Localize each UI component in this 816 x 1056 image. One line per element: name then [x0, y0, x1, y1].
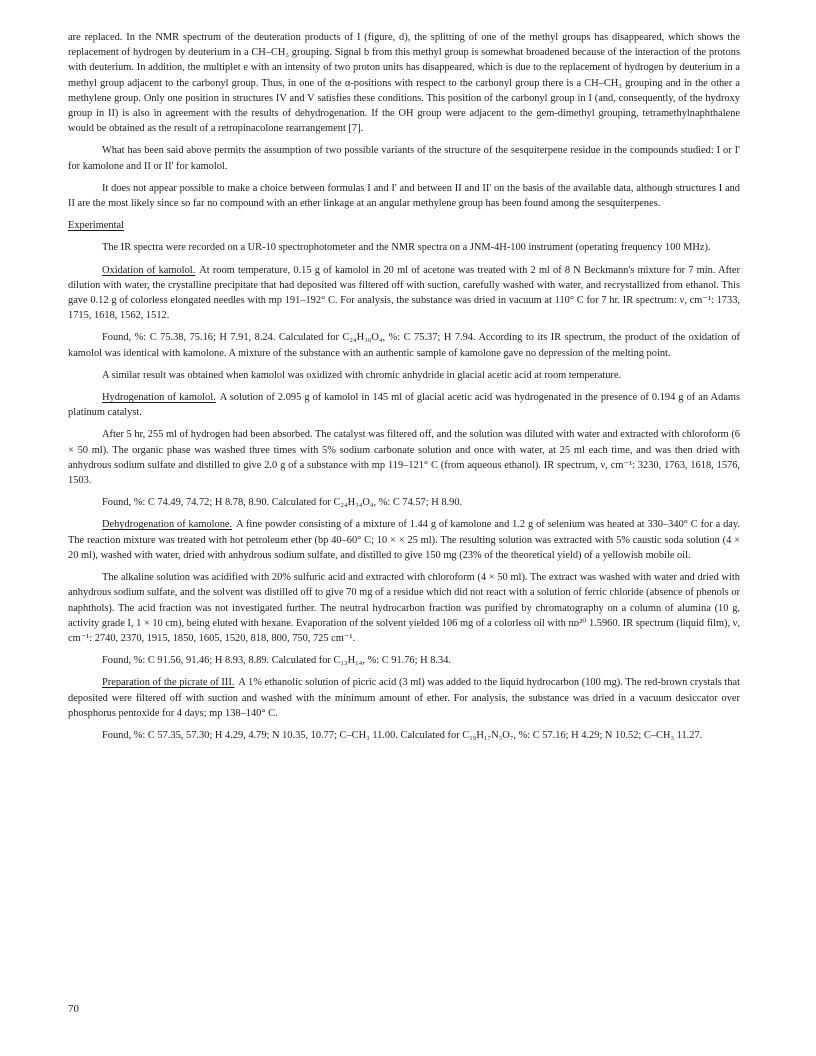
paragraph-instruments: The IR spectra were recorded on a UR-10 spectrophotometer and the NMR spectra on a JNM-4H-100 instrument (operating frequency 100 MHz). [102, 242, 711, 254]
picrate-text: A 1% ethanolic solution of picric acid (3 ml) was added to the liquid hydrocarbon (100 mg). The red-brown crystals that deposited were filtered off with suction and washed with the minimum amount of ether. For analysis, the substance was dried in a vacuum desiccator over phosphorus pentoxide for 4 days; mp 138–140° C. [68, 677, 740, 719]
paragraph-hydrogenation-workup: After 5 hr, 255 ml of hydrogen had been absorbed. The catalyst was filtered off, and the solution was diluted with water and extracted with chloroform (6 × 50 ml). The organic phase was washed three times with 5% sodium carbonate solution and once with water, at 25 ml each time, and was then dried with anhydrous sodium sulfate and distilled to give 2.0 g of a substance with mp 119–121° C (from aqueous ethanol). IR spectrum, ν, cm⁻¹: 3230, 1763, 1618, 1576, 1503. [68, 429, 740, 487]
section-heading-experimental [68, 218, 740, 233]
paragraph-dehydrogenation-analysis: Found, %: C 91.56, 91.46; H 8.93, 8.89. Calculated for C₁₃H₁₄, %: C 91.76; H 8.34. [102, 655, 451, 667]
subsection-title-hydrogenation: Hydrogenation of kamolol. [102, 392, 216, 404]
paragraph-oxidation-analysis: Found, %: C 75.38, 75.16; H 7.91, 8.24. Calculated for C₂₄H₃₀O₄, %: C 75.37; H 7.94. According to its IR spectrum, the product of the oxidation of kamolol was identical with kamolone. A mixture of the substance with an authentic sample of kamolone gave no depression of the melting point. [68, 332, 740, 359]
paragraph-formula-choice: It does not appear possible to make a choice between formulas I and I' and between II and II' on the basis of the available data, although structures I and II are the most likely since so far no compound with an ether linkage at an angular methylene group has been found among the sesquiterpenes. [68, 182, 740, 210]
paragraph-oxidation [68, 263, 740, 324]
paragraph-dehydrogenation [68, 517, 740, 563]
paragraph-alkaline-solution: The alkaline solution was acidified with 20% sulfuric acid and extracted with chloroform (4 × 50 ml). The extract was washed with water and dried with anhydrous sodium sulfate, and the solvent was distilled off to give 70 mg of a residue which did not react with a solution of ferric chloride (absence of phenols or naphthols). The acid fraction was not investigated further. The neutral hydrocarbon fraction was purified by chromatography on a column of alumina (10 g, activity grade I, 1 × 10 cm), being eluted with hexane. Evaporation of the solvent yielded 106 mg of a colorless oil with nᴅ²⁰ 1.5960. IR spectrum (liquid film), ν, cm⁻¹: 2740, 2370, 1915, 1850, 1605, 1520, 818, 800, 750, 725 cm⁻¹. [68, 572, 740, 644]
subsection-title-picrate: Preparation of the picrate of III. [102, 677, 235, 689]
experimental-heading-text: Experimental [68, 220, 124, 232]
document-body [68, 30, 740, 750]
paragraph-chromic-anhydride: A similar result was obtained when kamolol was oxidized with chromic anhydride in glacial acetic acid at room temperature. [102, 369, 622, 381]
paragraph-structure-variants: What has been said above permits the assumption of two possible variants of the structure of the sesquiterpene residue in the compounds studied: I or I' for kamolone and II or II' for kamolol. [68, 145, 740, 172]
paragraph-hydrogenation [68, 390, 740, 420]
paragraph-picrate-analysis: Found, %: C 57.35, 57.30; H 4.29, 4.79; N 10.35, 10.77; C–CH₃ 11.00. Calculated for C₁₉H₁₇N₃O₇, %: C 57.16; H 4.29; N 10.52; C–CH₃ 11.27. [102, 729, 703, 741]
subsection-title-oxidation: Oxidation of kamolol. [102, 264, 196, 276]
dehydrogenation-text: A fine powder consisting of a mixture of 1.44 g of kamolone and 1.2 g of selenium was heated at 330–340° C for a day. The reaction mixture was treated with hot petroleum ether (bp 40–60° C; 10 × × 25 ml). The resulting solution was extracted with 5% caustic soda solution (4 × 20 ml), washed with water, dried with anhydrous sodium sulfate, and distilled to give 150 mg (23% of the theoretical yield) of a yellowish mobile oil. [68, 519, 741, 561]
subsection-title-dehydrogenation: Dehydrogenation of kamolone. [102, 519, 233, 531]
hydrogenation-text: A solution of 2.095 g of kamolol in 145 ml of glacial acetic acid was hydrogenated in the presence of 0.194 g of an Adams platinum catalyst. [68, 392, 740, 419]
oxidation-text: At room temperature, 0.15 g of kamolol in 20 ml of acetone was treated with 2 ml of 8 N Beckmann's mixture for 7 min. After dilution with water, the crystalline precipitate that had deposited was filtered off with suction, carefully washed with water, and recrystallized from ethanol. This gave 0.12 g of colorless elongated needles with mp 191–192° C. For analysis, the substance was dried in vacuum at 110° C for 7 hr. IR spectrum: ν, cm⁻¹: 1733, 1715, 1618, 1562, 1512. [68, 264, 740, 322]
paragraph-picrate [68, 675, 740, 721]
paragraph-hydrogenation-analysis: Found, %: C 74.49, 74.72; H 8.78, 8.90. Calculated for C₂₄H₃₄O₄, %: C 74.57; H 8.90. [102, 497, 463, 509]
paragraph-nmr-deuteration: are replaced. In the NMR spectrum of the deuteration products of I (figure, d), the splitting of one of the methyl groups has disappeared, which shows the replacement of hydrogen by deuterium in a CH–CH₃ grouping. Signal b from this methyl group is somewhat broadened because of the interaction of the protons with deuterium. In addition, the multiplet e with an intensity of two proton units has disappeared, which is due to the replacement of hydrogen by deuterium in a methyl group adjacent to the carbonyl group. Thus, in one of the α-positions with respect to the carbonyl group there is a CH–CH₃ grouping and in the other a methylene group. Only one position in structures IV and V satisfies these conditions. This position of the carbonyl group in I (and, consequently, of the hydroxy group in II) is also in agreement with the results of dehydrogenation. If the OH group were adjacent to the gem-dimethyl grouping, tetramethylnaphthalene would be obtained as the result of a retropinacolone rearrangement [7]. [68, 32, 740, 135]
page-number: 70 [68, 1003, 79, 1015]
